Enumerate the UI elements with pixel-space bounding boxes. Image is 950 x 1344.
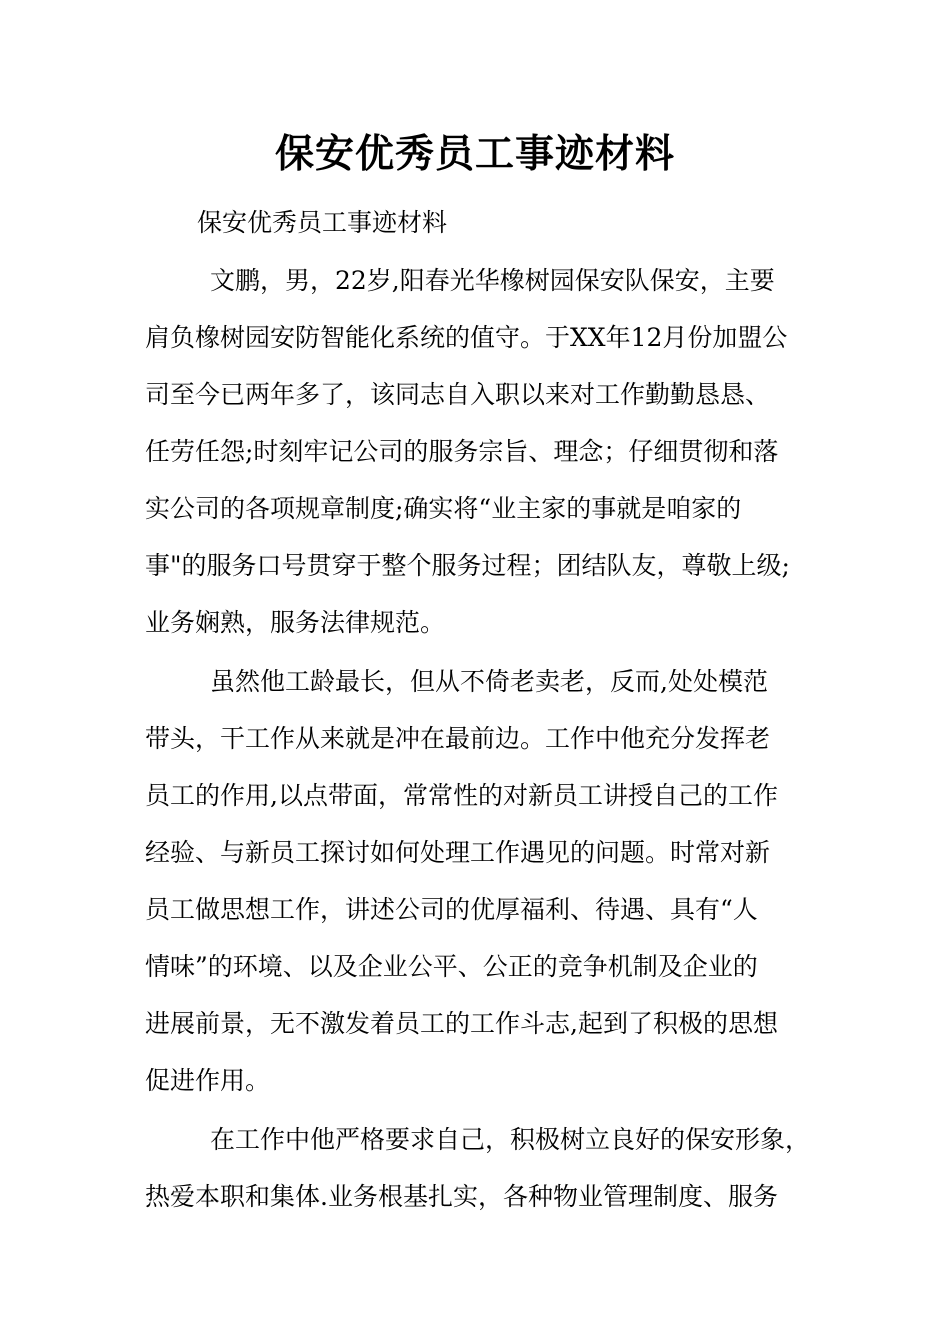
paragraph-2-line-5: 员工做思想工作，讲述公司的优厚福利、待遇、具有“人 [145, 895, 758, 924]
paragraph-2-line-4: 经验、与新员工探讨如何处理工作遇见的问题。时常对新 [145, 838, 771, 867]
paragraph-1-line-6: 事"的服务口号贯穿于整个服务过程；团结队友，尊敬上级; [145, 551, 790, 580]
paragraph-2-line-3: 员工的作用,以点带面，常常性的对新员工讲授自己的工作 [145, 781, 778, 810]
paragraph-2-line-8: 促进作用。 [145, 1066, 271, 1095]
paragraph-1-line-7: 业务娴熟，服务法律规范。 [145, 608, 446, 637]
paragraph-1-line-4: 任劳任怨;时刻牢记公司的服务宗旨、理念；仔细贯彻和落 [145, 437, 779, 466]
document-subtitle: 保安优秀员工事迹材料 [197, 208, 448, 237]
paragraph-2-line-1: 虽然他工龄最长，但从不倚老卖老，反而,处处模范 [210, 667, 768, 696]
paragraph-2-line-6: 情味”的环境、以及企业公平、公正的竞争机制及企业的 [145, 952, 758, 981]
paragraph-2-line-7: 进展前景，无不激发着员工的工作斗志,起到了积极的思想 [145, 1009, 778, 1038]
document-title: 保安优秀员工事迹材料 [274, 131, 675, 177]
paragraph-3-line-1: 在工作中他严格要求自己，积极树立良好的保安形象， [210, 1125, 811, 1154]
paragraph-1-line-3: 司至今已两年多了，该同志自入职以来对工作勤勤恳恳、 [145, 380, 771, 409]
paragraph-3-line-2: 热爱本职和集体.业务根基扎实，各种物业管理制度、服务 [145, 1182, 778, 1211]
paragraph-2-line-2: 带头，干工作从来就是冲在最前边。工作中他充分发挥老 [145, 724, 771, 753]
paragraph-1-line-1: 文鹏，男，22岁,阳春光华橡树园保安队保安，主要 [210, 266, 775, 295]
paragraph-1-line-2: 肩负橡树园安防智能化系统的值守。于XX年12月份加盟公 [145, 323, 788, 352]
paragraph-1-line-5: 实公司的各项规章制度;确实将“业主家的事就是咱家的 [145, 494, 742, 523]
